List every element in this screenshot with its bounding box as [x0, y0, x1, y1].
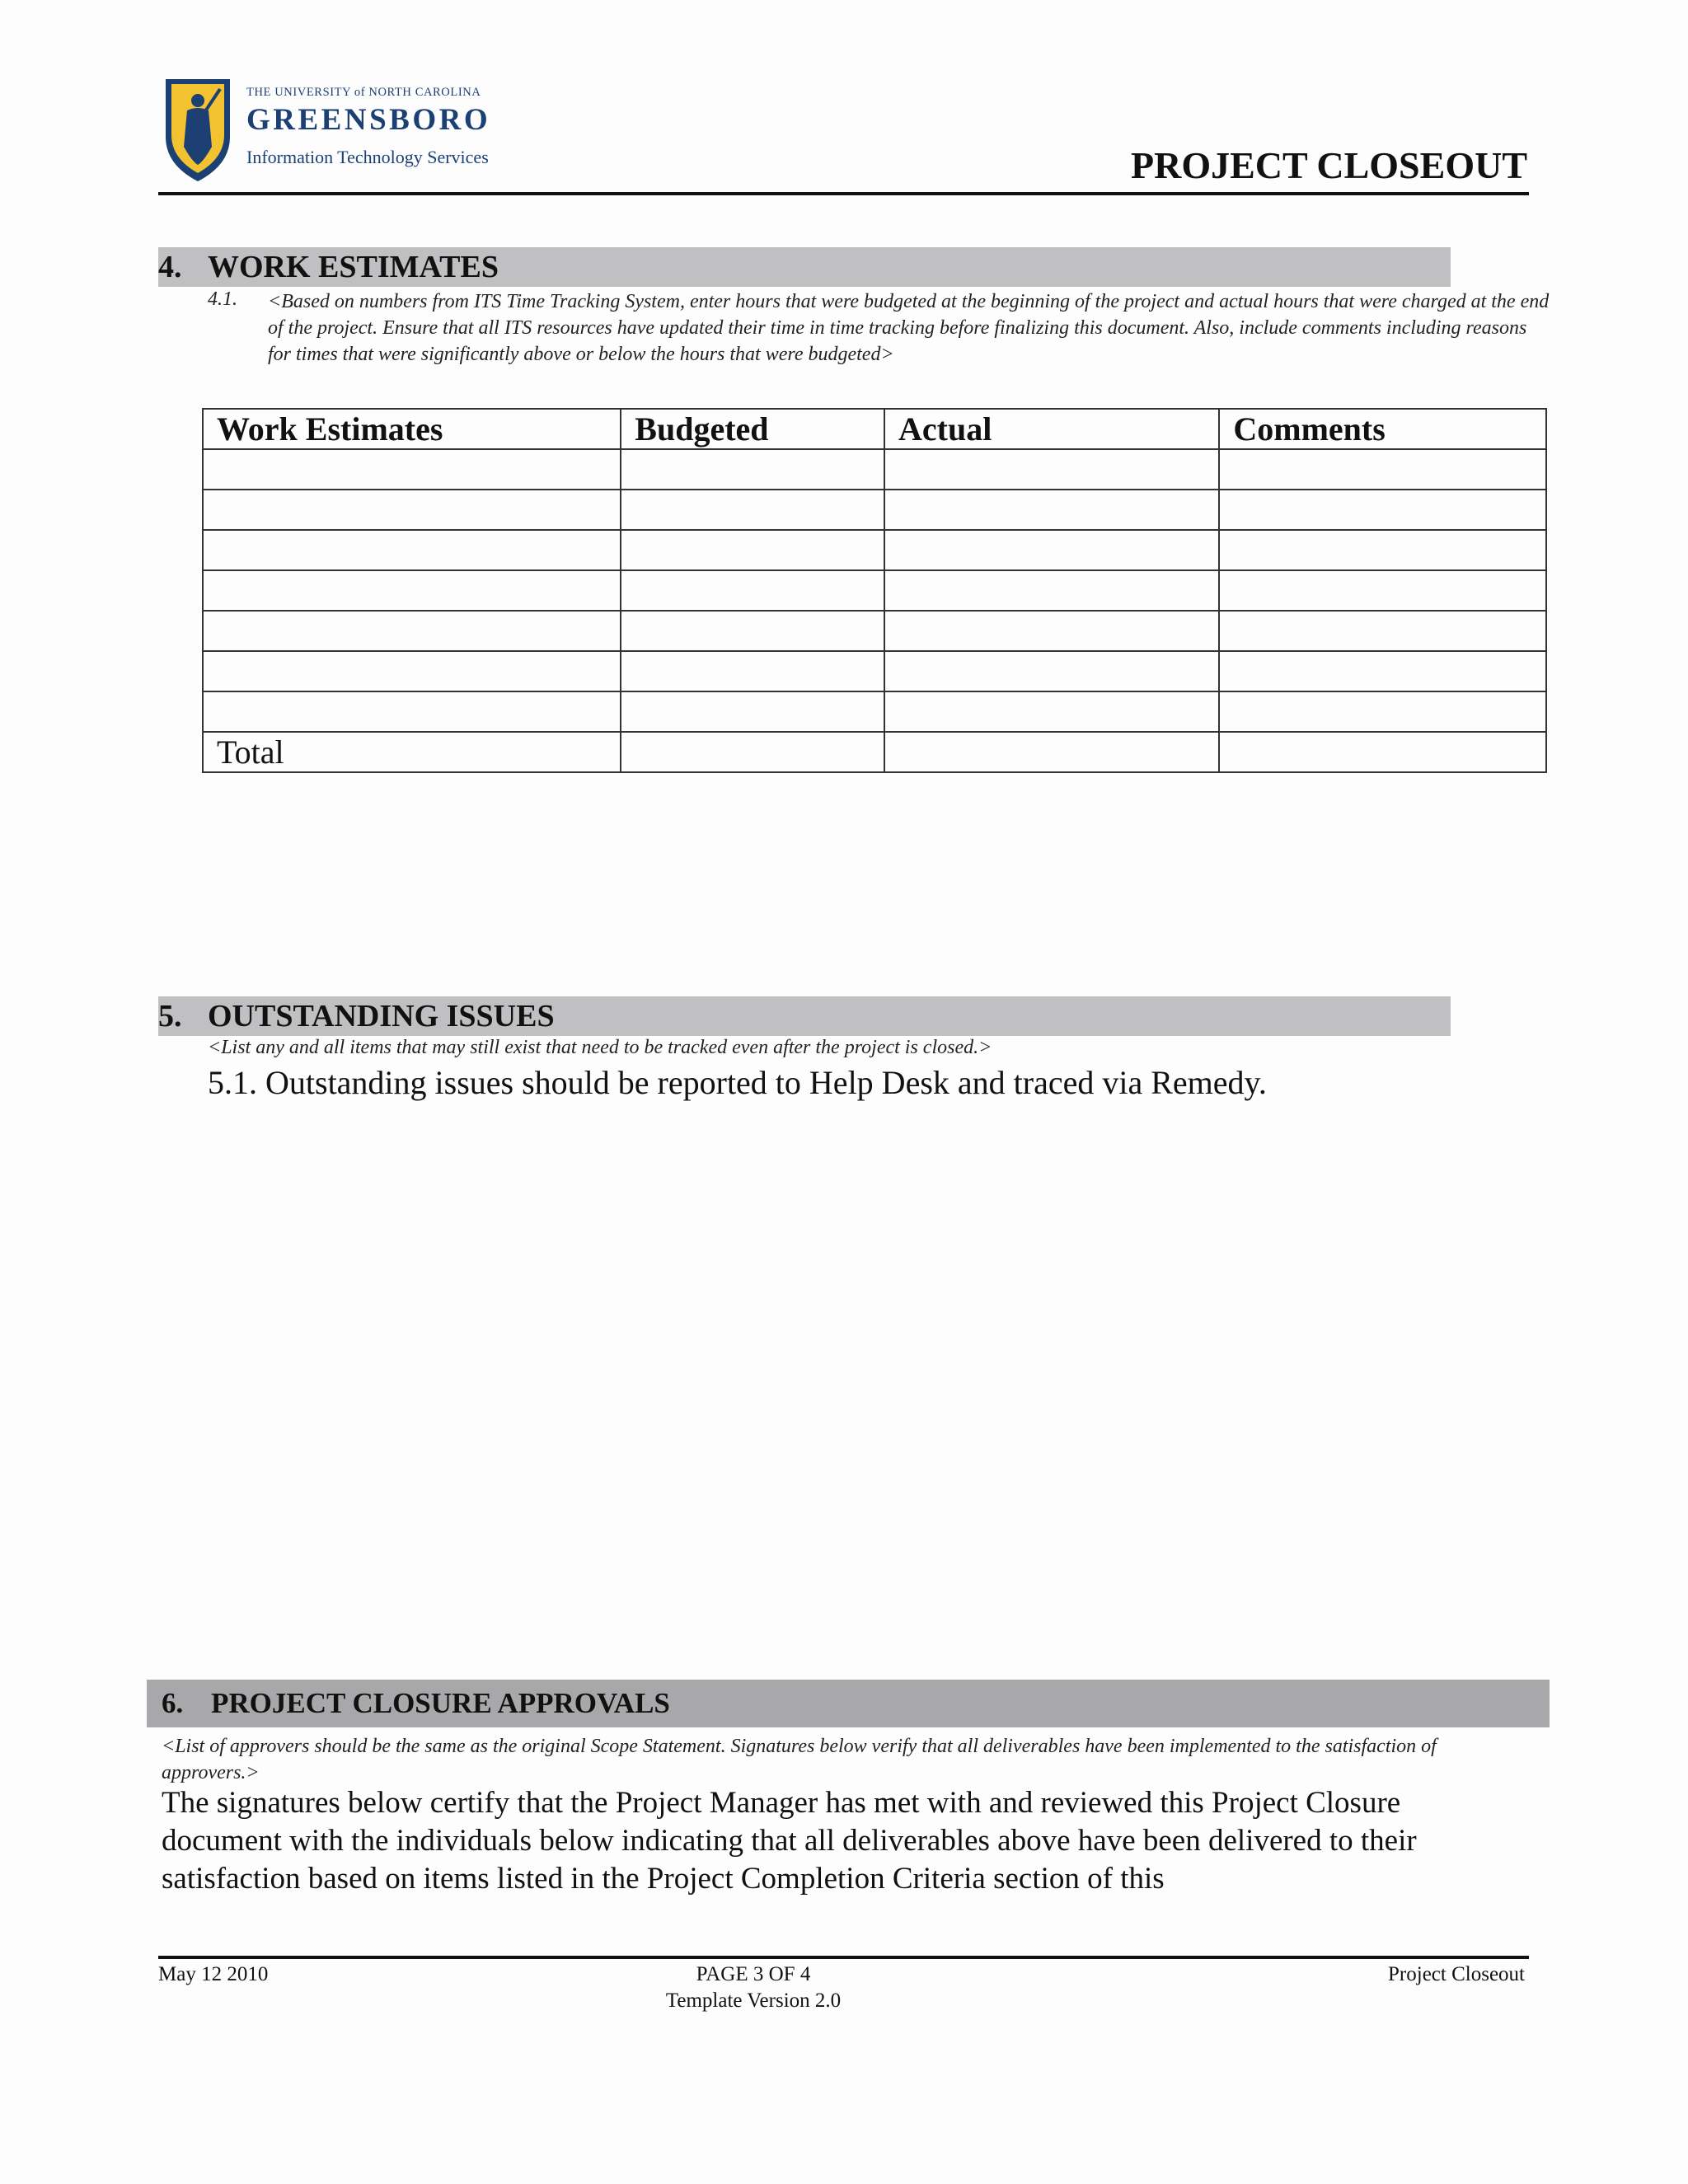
- header-rule: [158, 192, 1529, 195]
- section-5-number: 5.: [158, 999, 182, 1033]
- logo-line-greensboro: GREENSBORO: [246, 103, 491, 137]
- table-cell[interactable]: [884, 490, 1219, 530]
- section-6-bar: [147, 1680, 1550, 1727]
- table-cell[interactable]: [884, 651, 1219, 691]
- footer-date: May 12 2010: [158, 1963, 269, 1985]
- footer-document-name: Project Closeout: [1388, 1963, 1525, 1985]
- col-header-budgeted: Budgeted: [621, 409, 884, 449]
- section-6-heading: [147, 1680, 1550, 1727]
- logo-line-its: Information Technology Services: [246, 147, 489, 167]
- table-cell[interactable]: [1219, 490, 1546, 530]
- table-cell[interactable]: [203, 449, 621, 490]
- approval-paragraph: The signatures below certify that the Project Manager has met with and reviewed this Project Closure document with the individuals below indicating that all deliverables above have been delivered to their satisfaction based on items listed in the Project Completion Criteria section of this: [162, 1786, 1417, 1896]
- table-cell[interactable]: [621, 530, 884, 570]
- document-title: PROJECT CLOSEOUT: [1131, 144, 1527, 186]
- note-section-5: <List any and all items that may still exist that need to be tracked even after the project is closed.>: [208, 1037, 992, 1058]
- note-4-1: <Based on numbers from ITS Time Tracking System, enter hours that were budgeted at the beginning of the project and actual hours that were charged at the end of the project. Ensure that all ITS resources have updated their time in time tracking before finalizing this document. Also, include comments including reasons for times that were significantly above or below the hours that were budgeted>: [268, 291, 1550, 365]
- total-label: Total: [203, 732, 621, 772]
- logo-line-university: THE UNIVERSITY of NORTH CAROLINA: [246, 86, 481, 99]
- section-5-title: OUTSTANDING ISSUES: [208, 999, 555, 1033]
- table-row: [203, 449, 1546, 490]
- table-header-row: [203, 409, 1546, 449]
- col-header-comments: Comments: [1219, 409, 1546, 449]
- table-cell[interactable]: [621, 651, 884, 691]
- section-6-title: PROJECT CLOSURE APPROVALS: [211, 1687, 670, 1719]
- footer-rule: [158, 1956, 1529, 1959]
- section-5-heading: [158, 996, 1451, 1036]
- table-cell[interactable]: [203, 570, 621, 611]
- table-row: [203, 490, 1546, 530]
- table-total-row: [203, 732, 1546, 772]
- section-5-bar: [158, 996, 1451, 1036]
- table-cell[interactable]: [1219, 611, 1546, 651]
- table-cell[interactable]: [884, 691, 1219, 732]
- col-header-work-estimates: Work Estimates: [203, 409, 621, 449]
- table-cell[interactable]: [203, 691, 621, 732]
- table-cell[interactable]: [1219, 530, 1546, 570]
- total-comments-cell[interactable]: [1219, 732, 1546, 772]
- table-cell[interactable]: [621, 691, 884, 732]
- table-row: [203, 570, 1546, 611]
- table-row: [203, 530, 1546, 570]
- table-cell[interactable]: [1219, 570, 1546, 611]
- section-4-title: WORK ESTIMATES: [208, 250, 499, 284]
- table-row: [203, 651, 1546, 691]
- table-cell[interactable]: [1219, 651, 1546, 691]
- table-cell[interactable]: [1219, 449, 1546, 490]
- footer-template-version: Template Version 2.0: [665, 1990, 842, 2012]
- total-actual-cell[interactable]: [884, 732, 1219, 772]
- table-cell[interactable]: [884, 530, 1219, 570]
- table-cell[interactable]: [621, 611, 884, 651]
- table-cell[interactable]: [203, 651, 621, 691]
- footer-page-number: PAGE 3 OF 4: [696, 1963, 811, 1985]
- table-row: [203, 611, 1546, 651]
- table-cell[interactable]: [884, 611, 1219, 651]
- table-cell[interactable]: [203, 530, 621, 570]
- table-cell[interactable]: [203, 490, 621, 530]
- section-6-number: 6.: [162, 1687, 184, 1719]
- table-row: [203, 691, 1546, 732]
- item-5-1: 5.1. Outstanding issues should be reported to Help Desk and traced via Remedy.: [208, 1064, 1267, 1101]
- note-4-1-number: 4.1.: [208, 288, 237, 310]
- table-cell[interactable]: [203, 611, 621, 651]
- table-cell[interactable]: [884, 570, 1219, 611]
- spartan-shield-icon: [162, 73, 233, 185]
- work-estimates-table: [202, 408, 1547, 773]
- university-logo: [162, 73, 509, 188]
- table-cell[interactable]: [1219, 691, 1546, 732]
- section-4-bar: [158, 247, 1451, 287]
- table-cell[interactable]: [621, 490, 884, 530]
- total-budgeted-cell[interactable]: [621, 732, 884, 772]
- table-cell[interactable]: [621, 570, 884, 611]
- section-4-heading: [158, 247, 1451, 287]
- col-header-actual: Actual: [884, 409, 1219, 449]
- table-cell[interactable]: [884, 449, 1219, 490]
- table-cell[interactable]: [621, 449, 884, 490]
- note-section-6: <List of approvers should be the same as the original Scope Statement. Signatures below verify that all deliverables have been implemented to the satisfaction of approvers.>: [162, 1736, 1437, 1783]
- section-4-number: 4.: [158, 250, 182, 284]
